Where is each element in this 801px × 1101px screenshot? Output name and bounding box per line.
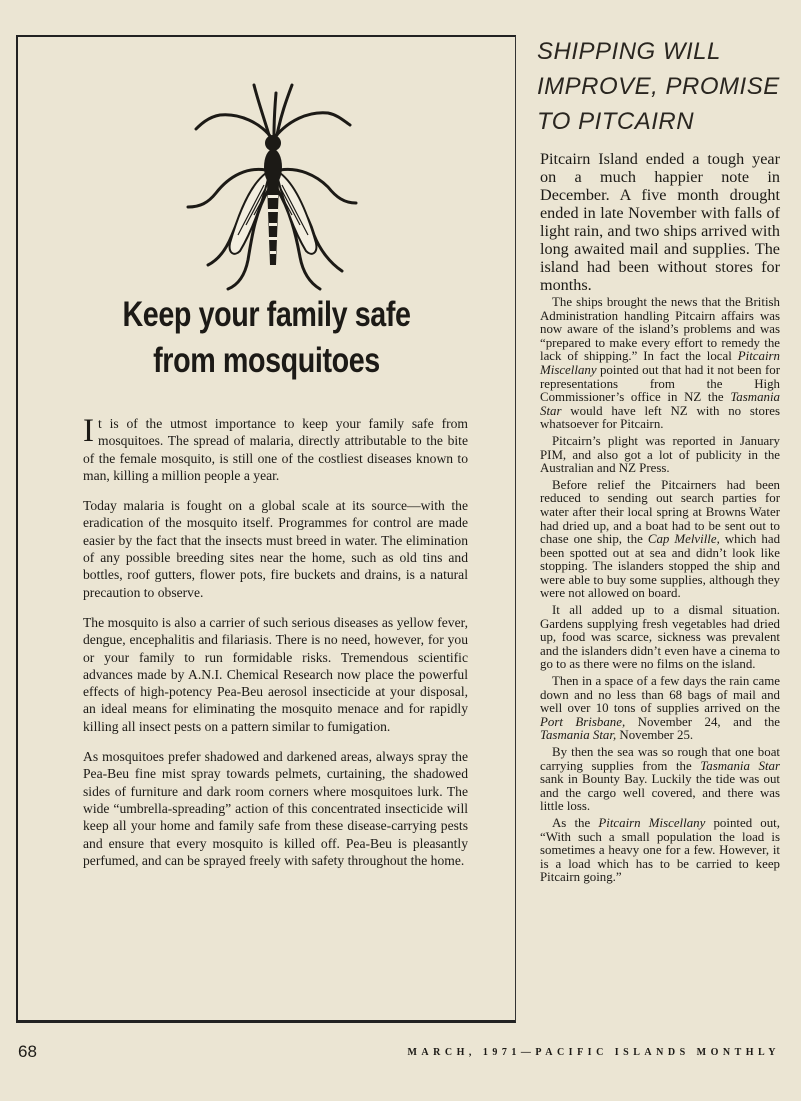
article-paragraph: By then the sea was so rough that one boat carrying supplies from the Tasmania Star sank in Bounty Bay. Luckily the tide was out and the cargo well covered, and there was little loss. <box>540 745 780 814</box>
article-paragraph: Then in a space of a few days the rain came down and no less than 68 bags of mail and well over 10 tons of supplies arrived on the Port Brisbane, November 24, and the Tasmania Star, November 25. <box>540 674 780 743</box>
article-title <box>537 34 797 139</box>
article-paragraph: The ships brought the news that the British Administration handling Pitcairn affairs was now aware of the island’s problems and was “prepared to make every effort to remedy the lack of shipping.” In fact the local Pitcairn Miscellany pointed out that had it not been for representations from the High Commissioner’s office in NZ the Tasmania Star would have left NZ with no stores whatsoever for Pitcairn. <box>540 295 780 432</box>
article-title-line: TO PITCAIRN <box>537 108 695 135</box>
mosquito-illustration <box>168 75 368 295</box>
article-paragraph: Pitcairn’s plight was reported in January PIM, and also got a lot of publicity in the Australian and NZ Press. <box>540 433 780 476</box>
ad-headline-line: from mosquitoes <box>153 341 380 380</box>
article-lede: Pitcairn Island ended a tough year on a much happier note in December. A five month drought ended in late November with falls of light rain, and two ships arrived with long awaited mail and supplies. The island had been without stores for months. <box>540 150 780 294</box>
ad-paragraph: As mosquitoes prefer shadowed and darkened areas, always spray the Pea-Beu fine mist spray towards pelmets, curtaining, the shadowed sides of furniture and dark room corners where mosquitoes lurk. The wide “umbrella-spreading” action of this concentrated insecticide will keep all your home and family safe from these disease-carrying pests and ensure that every mosquito is killed off. Pea-Beu is pleasantly perfumed, and can be sprayed freely with safety throughout the home. <box>83 749 468 868</box>
article-title-line: IMPROVE, PROMISE <box>537 73 780 100</box>
advertisement <box>16 35 516 1023</box>
article-paragraph: As the Pitcairn Miscellany pointed out, “With such a small population the load is sometimes a heavy one for a few. However, it is a load which has to be carried to keep Pitcairn going.” <box>540 815 780 885</box>
drop-cap: I <box>83 413 94 449</box>
article-body <box>540 296 780 888</box>
running-head: MARCH, 1971—PACIFIC ISLANDS MONTHLY <box>407 1047 780 1058</box>
article-paragraph: Before relief the Pitcairners had been reduced to sending out search parties for water after their local spring at Browns Water had dried up, and a boat had to be sent out to chase one ship, the Cap Melville, which had been spotted out at sea and didn’t look like stopping. The islanders stopped the ship and were able to buy some supplies, although they were not allowed on board. <box>540 477 781 601</box>
ad-paragraph-text: t is of the utmost importance to keep your family safe from mosquitoes. The spread of malaria, directly attributable to the bite of the female mosquito, is still one of the costliest diseases known to man, killing a million people a year. <box>83 416 468 483</box>
page-footer <box>18 1042 780 1066</box>
ad-headline <box>63 292 471 384</box>
ad-paragraph: The mosquito is also a carrier of such serious diseases as yellow fever, dengue, encephalitis and filariasis. There is no need, however, for you or your family to run formidable risks. Tremendous scientific advances made by A.N.I. Chemical Research now place the powerful effects of high-potency Pea-Beu aerosol insecticide at your disposal, an ideal means for eliminating the mosquito menace and for rapidly killing all insect pests on a pattern similar to fumigation. <box>83 614 468 734</box>
ad-paragraph: Today malaria is fought on a global scale at its source—with the eradication of the mosquito itself. Programmes for control are made easier by the fact that the insects must breed in water. The elimination of any possible breeding sites near the home, such as old tins and bottles, roof gutters, flower pots, fire buckets and drains, is a natural precaution to observe. <box>83 498 468 600</box>
ad-paragraph <box>83 415 468 484</box>
ad-headline-line: Keep your family safe <box>122 295 411 334</box>
ad-body-text <box>83 415 468 882</box>
page-number: 68 <box>18 1042 37 1061</box>
article-title-line: SHIPPING WILL <box>537 38 721 65</box>
article-paragraph: It all added up to a dismal situation. Gardens supplying fresh vegetables had dried up, food was scarce, sickness was prevalent and the islanders didn’t even have a cinema to go to as there were no films on the island. <box>540 603 780 672</box>
